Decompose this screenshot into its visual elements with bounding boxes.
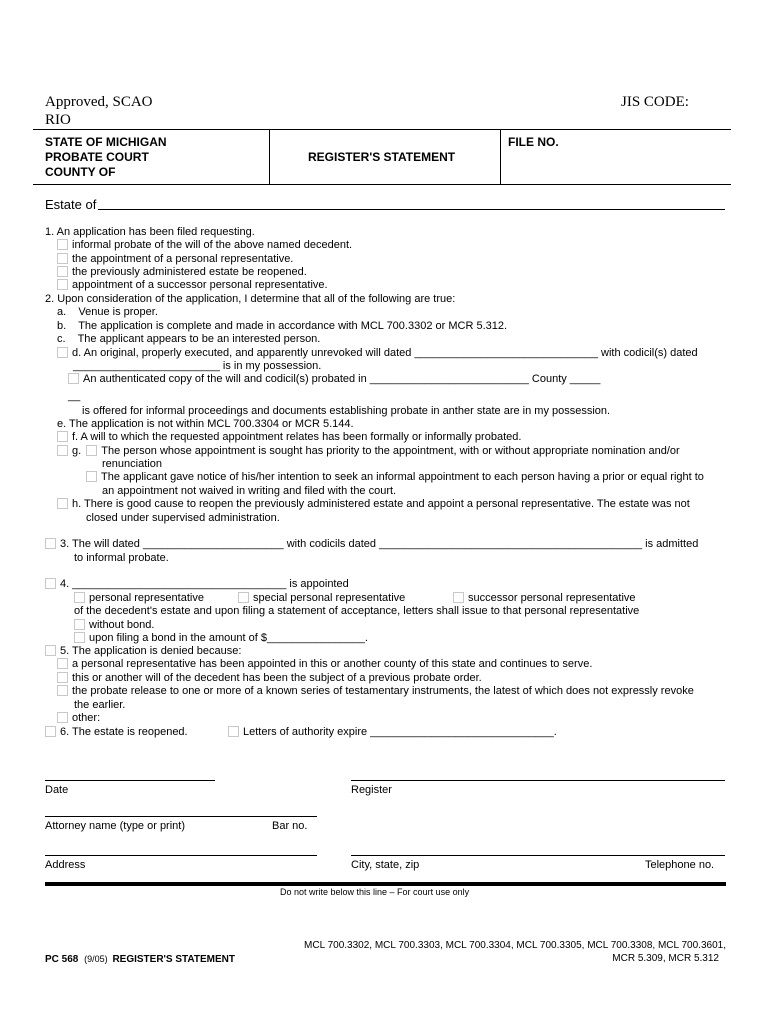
- section2-h-cont: closed under supervised administration.: [86, 512, 280, 524]
- footer-form-id: [45, 954, 235, 965]
- approved-text: Approved, SCAO: [45, 94, 153, 110]
- section2-d-authenticated[interactable]: An authenticated copy of the will and codicil(s) probated in __________________________ County _____: [68, 373, 600, 385]
- section4-text: of the decedent's estate and upon filing a statement of acceptance, letters shall issue to that personal representative: [74, 605, 640, 617]
- section1-option-4[interactable]: appointment of a successor personal representative.: [57, 279, 328, 291]
- section4-bond1[interactable]: without bond.: [74, 619, 154, 631]
- checkbox[interactable]: [57, 347, 68, 358]
- section2-g[interactable]: g. The person whose appointment is sought has priority to the appointment, with or without appropriate nomination and/or: [57, 445, 680, 457]
- section2-d-line2: ________________________ is in my possession.: [73, 360, 322, 372]
- section6-letters[interactable]: Letters of authority expire ______________________________.: [228, 726, 557, 738]
- checkbox[interactable]: [74, 592, 85, 603]
- checkbox[interactable]: [74, 619, 85, 630]
- section2-d[interactable]: d. An original, properly executed, and apparently unrevoked will dated ______________________________ with codicil(s) dated: [57, 347, 698, 359]
- section1-heading: 1. An application has been filed requesting.: [45, 226, 255, 238]
- city-line[interactable]: [351, 855, 725, 856]
- section2-b: b. The application is complete and made in accordance with MCL 700.3302 or MCR 5.312.: [57, 320, 508, 332]
- footer-title: REGISTER'S STATEMENT: [112, 954, 236, 965]
- city-label: City, state, zip: [351, 859, 420, 871]
- section2-h[interactable]: h. There is good cause to reopen the previously administered estate and appoint a personal representative. The estate was not: [57, 498, 690, 510]
- section6[interactable]: 6. The estate is reopened.: [45, 726, 188, 738]
- checkbox[interactable]: [45, 578, 56, 589]
- attorney-label: Attorney name (type or print): [45, 820, 186, 832]
- checkbox[interactable]: [57, 266, 68, 277]
- section2-d-offered: is offered for informal proceedings and documents establishing probate in anther state are in my possession.: [82, 405, 611, 417]
- checkbox[interactable]: [57, 712, 68, 723]
- checkbox[interactable]: [57, 431, 68, 442]
- section4-opt1[interactable]: personal representative: [74, 592, 204, 604]
- section2-a: a. Venue is proper.: [57, 306, 158, 318]
- section5-reason1[interactable]: a personal representative has been appointed in this or another county of this state and continues to serve.: [57, 658, 592, 670]
- checkbox[interactable]: [238, 592, 249, 603]
- section5[interactable]: 5. The application is denied because:: [45, 645, 241, 657]
- rio-text: RIO: [45, 112, 71, 128]
- footer-mcl-1: MCL 700.3302, MCL 700.3303, MCL 700.3304, MCL 700.3305, MCL 700.3308, MCL 700.3601,: [304, 940, 726, 951]
- checkbox[interactable]: [57, 658, 68, 669]
- section1-option-2[interactable]: the appointment of a personal representative.: [57, 253, 293, 265]
- form-revision: (9/05): [84, 954, 108, 964]
- address-line[interactable]: [45, 855, 317, 856]
- date-line[interactable]: [45, 780, 215, 781]
- section4[interactable]: 4. ___________________________________ is appointed: [45, 578, 349, 590]
- court-label: PROBATE COURT: [45, 150, 149, 164]
- checkbox[interactable]: [45, 645, 56, 656]
- register-line[interactable]: [351, 780, 725, 781]
- checkbox[interactable]: [57, 445, 68, 456]
- section2-g1-cont: renunciation: [102, 458, 162, 470]
- file-no-label: FILE NO.: [508, 135, 559, 149]
- footer-mcl-2: MCR 5.309, MCR 5.312: [612, 953, 719, 964]
- court-use-rule: [45, 882, 726, 886]
- address-label: Address: [45, 859, 86, 871]
- jis-code-label: JIS CODE:: [621, 94, 689, 110]
- checkbox[interactable]: [74, 632, 85, 643]
- form-title: REGISTER'S STATEMENT: [308, 150, 456, 164]
- section2-g2-cont: an appointment not waived in writing and filed with the court.: [102, 485, 397, 497]
- checkbox[interactable]: [57, 685, 68, 696]
- county-label: COUNTY OF: [45, 165, 116, 179]
- telephone-label: Telephone no.: [645, 859, 715, 871]
- section3[interactable]: 3. The will dated _______________________ with codicils dated ___________________________________________ is admitted: [45, 538, 698, 550]
- checkbox[interactable]: [228, 726, 239, 737]
- checkbox[interactable]: [45, 726, 56, 737]
- checkbox[interactable]: [453, 592, 464, 603]
- checkbox[interactable]: [57, 253, 68, 264]
- estate-name-line[interactable]: [98, 209, 725, 210]
- section5-reason3[interactable]: the probate release to one or more of a known series of testamentary instruments, the latest of which does not expressly revoke: [57, 685, 694, 697]
- section2-d-underline: __: [68, 390, 81, 402]
- section1-option-1[interactable]: informal probate of the will of the above named decedent.: [57, 239, 352, 251]
- section2-e: e. The application is not within MCL 700.3304 or MCR 5.144.: [57, 418, 354, 430]
- checkbox[interactable]: [57, 672, 68, 683]
- section4-opt2[interactable]: special personal representative: [238, 592, 405, 604]
- checkbox[interactable]: [86, 445, 97, 456]
- section5-reason3-cont: the earlier.: [74, 699, 126, 711]
- section1-option-3[interactable]: the previously administered estate be reopened.: [57, 266, 307, 278]
- section2-c: c. The applicant appears to be an interested person.: [57, 333, 321, 345]
- bar-no-label: Bar no.: [272, 820, 308, 832]
- section5-reason2[interactable]: this or another will of the decedent has been the subject of a previous probate order.: [57, 672, 482, 684]
- section5-other[interactable]: other:: [57, 712, 100, 724]
- checkbox[interactable]: [86, 471, 97, 482]
- section3-cont: to informal probate.: [74, 552, 169, 564]
- section2-heading: 2. Upon consideration of the application, I determine that all of the following are true:: [45, 293, 456, 305]
- form-id: PC 568: [45, 954, 79, 965]
- header-divider-1: [269, 129, 270, 184]
- checkbox[interactable]: [57, 239, 68, 250]
- date-label: Date: [45, 784, 69, 796]
- checkbox[interactable]: [68, 373, 79, 384]
- estate-label: Estate of: [45, 197, 97, 212]
- section2-f[interactable]: f. A will to which the requested appointment relates has been formally or informally probated.: [57, 431, 521, 443]
- header-bottom-rule: [33, 184, 731, 185]
- section4-opt3[interactable]: successor personal representative: [453, 592, 636, 604]
- checkbox[interactable]: [45, 538, 56, 549]
- header-divider-2: [500, 129, 501, 184]
- checkbox[interactable]: [57, 498, 68, 509]
- state-label: STATE OF MICHIGAN: [45, 135, 167, 149]
- section2-g2[interactable]: The applicant gave notice of his/her intention to seek an informal appointment to each person having a prior or equal right to: [86, 471, 704, 483]
- header-top-rule: [33, 129, 731, 130]
- section4-bond2[interactable]: upon filing a bond in the amount of $________________.: [74, 632, 368, 644]
- checkbox[interactable]: [57, 279, 68, 290]
- attorney-line[interactable]: [45, 816, 317, 817]
- court-use-note: Do not write below this line – For court use only: [280, 887, 470, 897]
- register-label: Register: [351, 784, 392, 796]
